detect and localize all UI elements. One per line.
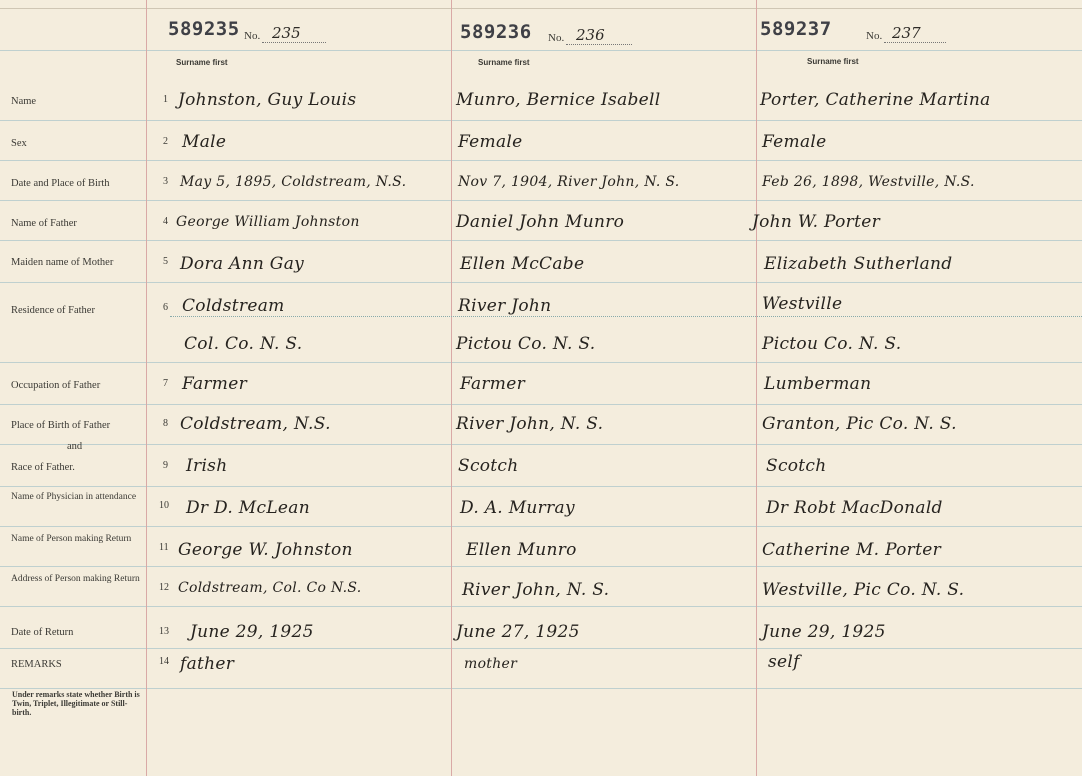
entry-name: Porter, Catherine Martina (760, 90, 991, 110)
entry-birth: Nov 7, 1904, River John, N. S. (458, 174, 680, 190)
surname-first-header: Surname first (478, 58, 530, 67)
entry-father-birthplace: Granton, Pic Co. N. S. (762, 414, 957, 434)
field-label-and: and (67, 441, 83, 452)
field-label-date-return: Date of Return (11, 627, 74, 638)
entry-father-birthplace: River John, N. S. (456, 414, 604, 434)
row-number: 13 (159, 626, 169, 637)
surname-first-header: Surname first (807, 57, 859, 66)
registration-stamp: 589237 (760, 18, 832, 40)
handwritten-number: 236 (576, 26, 605, 44)
rule-line (0, 526, 1082, 527)
entry-residence: Westville (762, 294, 843, 314)
row-number: 8 (163, 418, 168, 429)
no-underline (566, 44, 632, 45)
entry-sex: Female (458, 132, 523, 152)
entry-person-return: Ellen Munro (466, 540, 577, 560)
row-number: 3 (163, 176, 168, 187)
row-number: 7 (163, 378, 168, 389)
rule-line (0, 160, 1082, 161)
row-number: 2 (163, 136, 168, 147)
entry-father: Daniel John Munro (456, 212, 625, 232)
entry-physician: Dr D. McLean (186, 498, 310, 518)
entry-residence-county: Col. Co. N. S. (184, 334, 303, 354)
field-label-remarks: REMARKS (11, 659, 62, 670)
entry-name: Johnston, Guy Louis (178, 90, 357, 110)
rule-line (0, 200, 1082, 201)
row-number: 10 (159, 500, 169, 511)
entry-address-return: Westville, Pic Co. N. S. (762, 580, 965, 600)
field-label-mother: Maiden name of Mother (11, 257, 114, 268)
residence-dotted-line (170, 316, 1082, 317)
field-label-birth: Date and Place of Birth (11, 178, 110, 189)
entry-date-return: June 29, 1925 (762, 622, 886, 642)
entry-remarks: self (768, 652, 800, 672)
rule-line (0, 404, 1082, 405)
entry-residence: Coldstream (182, 296, 285, 316)
registration-stamp: 589235 (168, 18, 240, 40)
entry-date-return: June 29, 1925 (190, 622, 314, 642)
column-rule (756, 0, 757, 776)
no-underline (262, 42, 326, 43)
row-number: 6 (163, 302, 168, 313)
entry-occupation: Farmer (182, 374, 248, 394)
no-label: No. (548, 32, 565, 44)
field-label-sex: Sex (11, 138, 27, 149)
no-label: No. (244, 30, 261, 42)
field-label-occupation: Occupation of Father (11, 380, 101, 391)
rule-line (0, 566, 1082, 567)
row-number: 14 (159, 656, 169, 667)
entry-residence: River John (458, 296, 552, 316)
row-number: 9 (163, 460, 168, 471)
top-edge (0, 0, 1082, 9)
field-label-person-return: Name of Person making Return (11, 534, 132, 544)
entry-address-return: River John, N. S. (462, 580, 610, 600)
entry-physician: Dr Robt MacDonald (766, 498, 943, 518)
registration-stamp: 589236 (460, 21, 532, 43)
rule-line (0, 688, 1082, 689)
handwritten-number: 237 (892, 24, 921, 42)
entry-mother: Ellen McCabe (460, 254, 585, 274)
entry-mother: Elizabeth Sutherland (764, 254, 953, 274)
entry-person-return: George W. Johnston (178, 540, 353, 560)
entry-sex: Female (762, 132, 827, 152)
no-underline (884, 42, 946, 43)
surname-first-header: Surname first (176, 58, 228, 67)
rule-line (0, 606, 1082, 607)
rule-line (0, 282, 1082, 283)
entry-remarks: mother (464, 656, 518, 672)
entry-residence-county: Pictou Co. N. S. (456, 334, 596, 354)
field-label-residence: Residence of Father (11, 305, 95, 316)
field-label-physician: Name of Physician in attendance (11, 492, 137, 502)
row-number: 11 (159, 542, 169, 553)
row-number: 4 (163, 216, 168, 227)
field-label-name: Name (11, 96, 37, 107)
rule-line (0, 50, 1082, 51)
entry-physician: D. A. Murray (460, 498, 575, 518)
row-number: 1 (163, 94, 168, 105)
field-label-race: Race of Father. (11, 462, 75, 473)
entry-race: Scotch (766, 456, 827, 476)
entry-person-return: Catherine M. Porter (762, 540, 942, 560)
rule-line (0, 486, 1082, 487)
entry-sex: Male (182, 132, 227, 152)
entry-date-return: June 27, 1925 (456, 622, 580, 642)
entry-occupation: Lumberman (764, 374, 872, 394)
row-number: 12 (159, 582, 169, 593)
rule-line (0, 120, 1082, 121)
field-label-father: Name of Father (11, 218, 77, 229)
column-rule (451, 0, 452, 776)
rule-line (0, 648, 1082, 649)
entry-father-birthplace: Coldstream, N.S. (180, 414, 331, 434)
rule-line (0, 362, 1082, 363)
entry-race: Irish (186, 456, 228, 476)
entry-birth: May 5, 1895, Coldstream, N.S. (180, 174, 407, 190)
field-label-father-birthplace: Place of Birth of Father (11, 420, 111, 431)
entry-remarks: father (180, 654, 235, 674)
column-rule (146, 0, 147, 776)
entry-occupation: Farmer (460, 374, 526, 394)
field-label-address-return: Address of Person making Return (11, 574, 140, 584)
entry-residence-county: Pictou Co. N. S. (762, 334, 902, 354)
no-label: No. (866, 30, 883, 42)
handwritten-number: 235 (272, 24, 301, 42)
row-number: 5 (163, 256, 168, 267)
entry-mother: Dora Ann Gay (180, 254, 305, 274)
entry-father: John W. Porter (752, 212, 880, 232)
entry-address-return: Coldstream, Col. Co N.S. (178, 580, 362, 596)
remarks-note: Under remarks state whether Birth is Twin, Triplet, Illegitimate or Still-birth. (12, 690, 140, 717)
rule-line (0, 240, 1082, 241)
entry-birth: Feb 26, 1898, Westville, N.S. (762, 174, 975, 190)
rule-line (0, 444, 1082, 445)
entry-name: Munro, Bernice Isabell (456, 90, 661, 110)
entry-race: Scotch (458, 456, 519, 476)
entry-father: George William Johnston (176, 214, 360, 230)
